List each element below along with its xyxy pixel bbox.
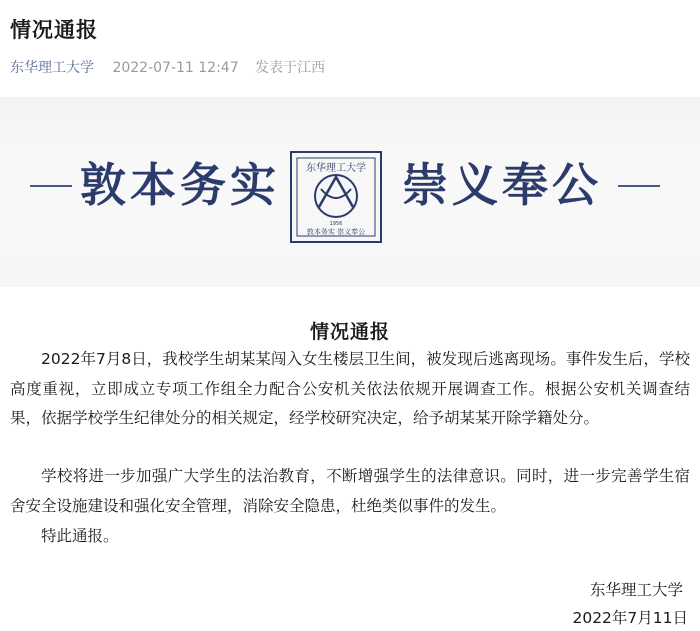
notice-paragraph-3: 特此通报。 <box>41 527 119 545</box>
article-title: 情况通报 <box>10 18 98 42</box>
notice-signature: 东华理工大学 <box>589 581 683 599</box>
publish-location: 发表于江西 <box>255 60 326 76</box>
publish-time: 2022-07-11 12:47 <box>112 60 239 76</box>
logo-year-text: 1956 <box>329 221 343 227</box>
header-banner-image <box>0 97 700 287</box>
logo-name-text: 东华理工大学 <box>306 163 366 174</box>
account-name-link[interactable]: 东华理工大学 <box>10 60 94 76</box>
notice-paragraph-2: 学校将进一步加强广大学生的法治教育，不断增强学生的法律意识。同时，进一步完善学生宿舍安全设施建设和强化安全管理，消除安全隐患，杜绝类似事件的发生。 <box>10 467 690 515</box>
banner-motto-left: 敦本务实 <box>80 158 280 212</box>
logo-motto-text: 敦本务实 崇义奉公 <box>306 228 366 236</box>
notice-paragraph-1: 2022年7月8日，我校学生胡某某闯入女生楼层卫生间，被发现后逃离现场。事件发生后，学校高度重视，立即成立专项工作组全力配合公安机关依法依规开展调查工作。根据公安机关调查结果，依据学校学生纪律处分的相关规定，经学校研究决定，给予胡某某开除学籍处分。 <box>10 350 690 427</box>
banner-motto-right: 崇义奉公 <box>402 158 602 212</box>
university-logo-icon <box>288 149 384 245</box>
banner-divider-right <box>618 185 660 187</box>
banner-divider-left <box>30 185 72 187</box>
article-meta <box>10 57 325 77</box>
notice-date: 2022年7月11日 <box>572 609 688 627</box>
notice-heading: 情况通报 <box>309 321 390 343</box>
